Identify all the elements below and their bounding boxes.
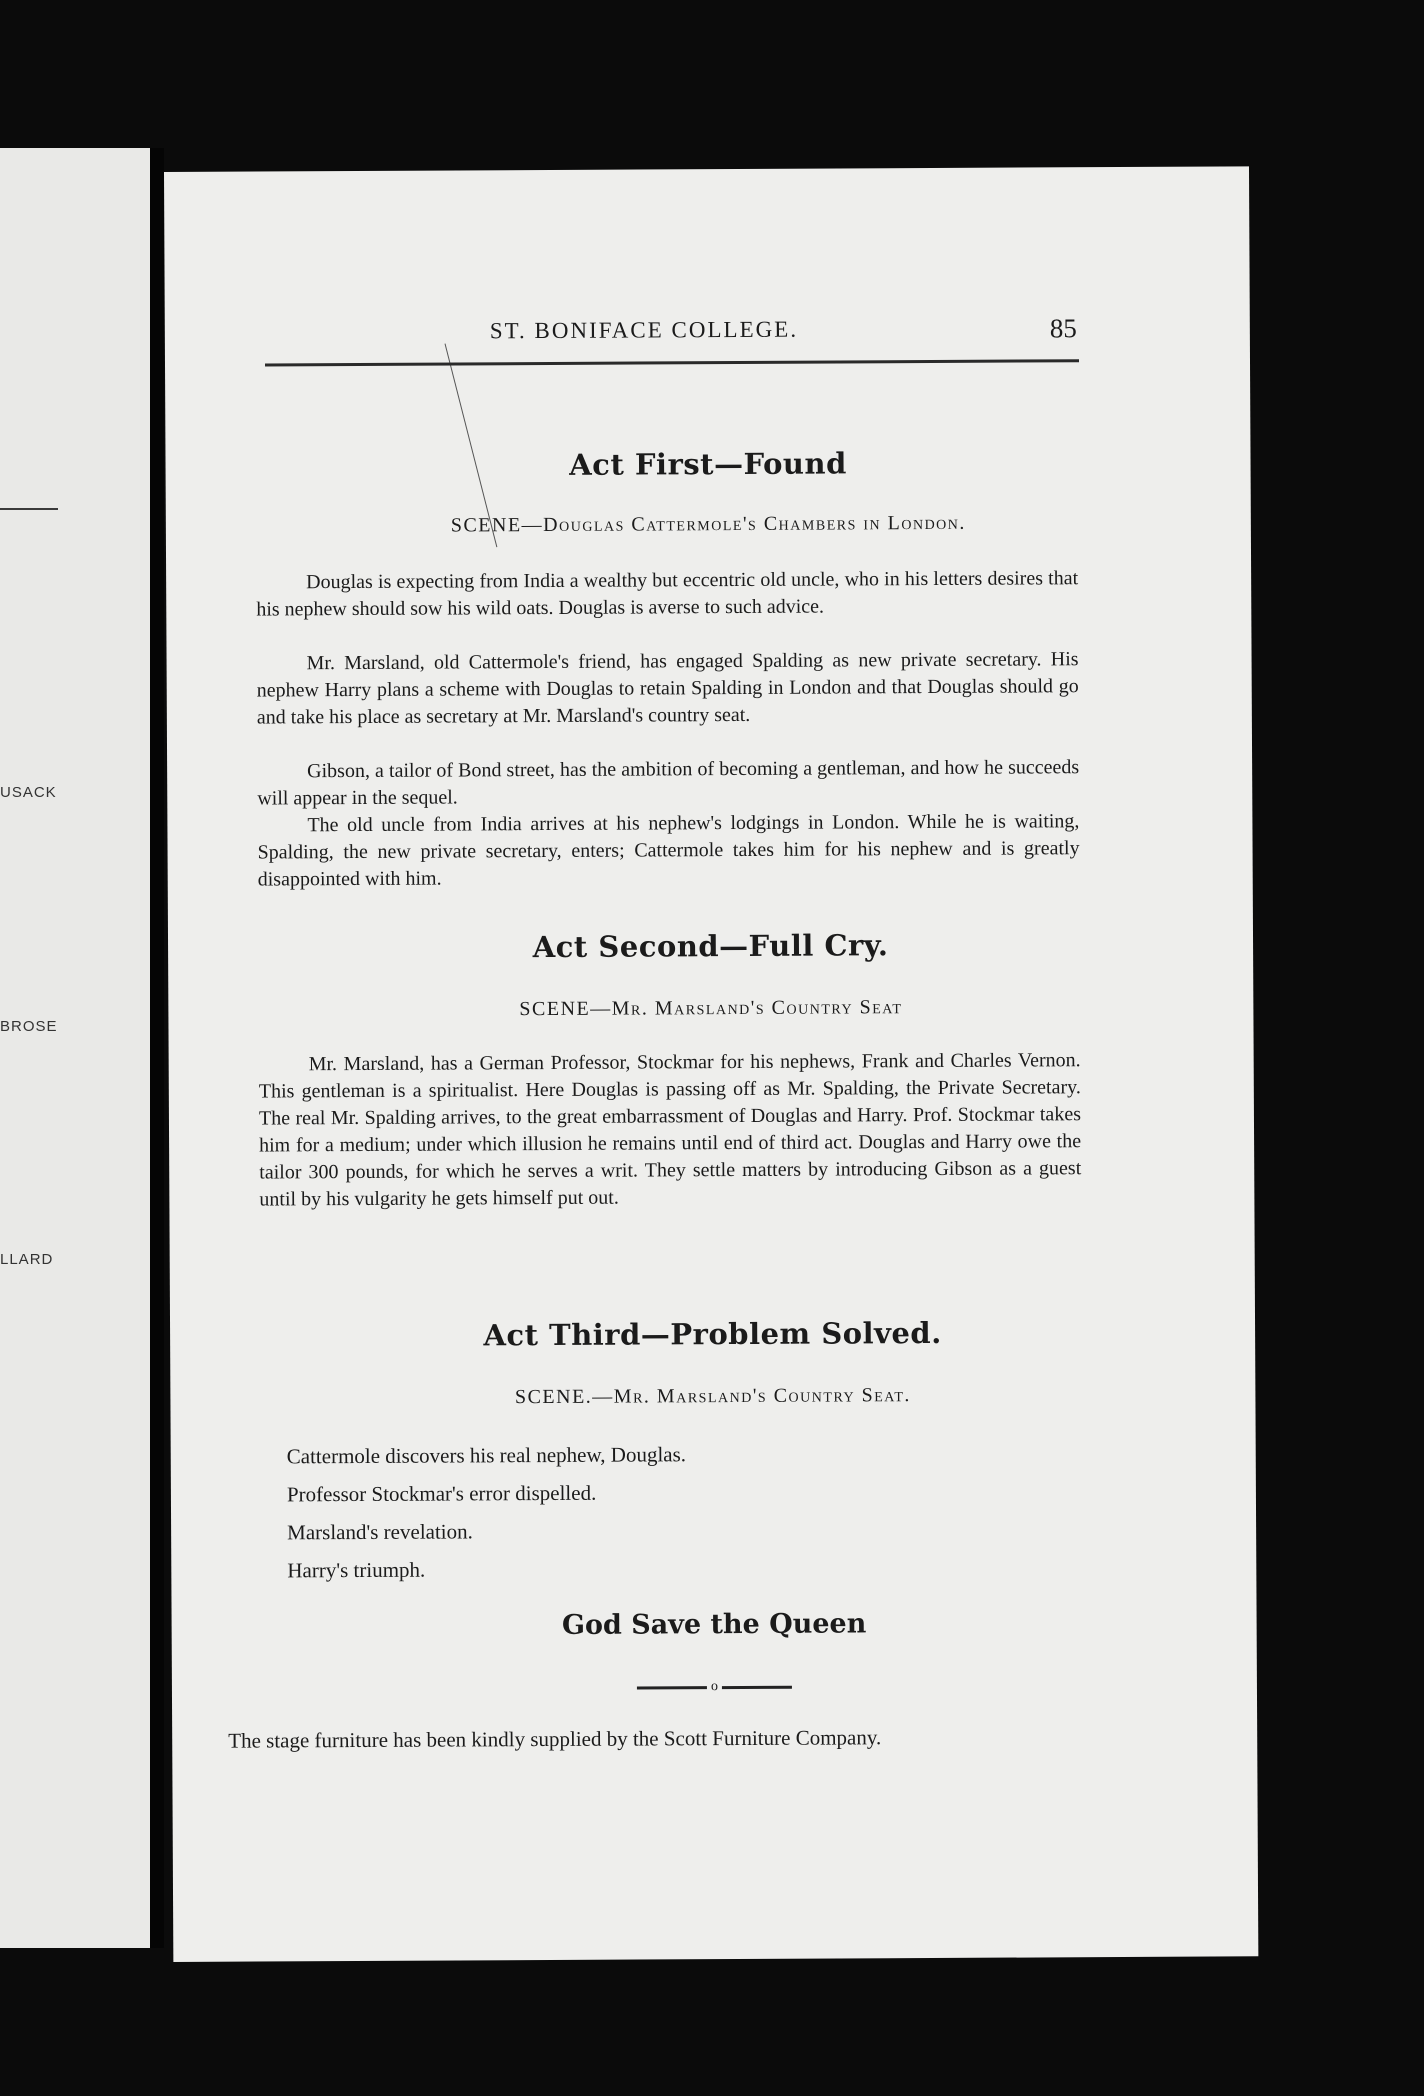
act-second-paragraph: Mr. Marsland, has a German Professor, Stockmar for his nephews, Frank and Charles Vernon. This gentleman is a spiritualist. Here Douglas is passing off as Mr. Spalding, the Private Secretary. The real Mr. Spalding arrives, to the great embarrassment of Douglas and Harry. Prof. Stockmar takes him for a medium; under which illusion he remains until end of third act. Douglas and Harry owe the tailor 300 pounds, for which he serves a writ. They settle matters by introducing Gibson as a guest until by his vulgarity he gets himself put out. [258, 1049, 1082, 1211]
book-gutter [150, 148, 164, 1948]
left-page-word: USACK [0, 784, 57, 801]
left-page-word: LLARD [0, 1251, 54, 1268]
act-first-paragraph: The old uncle from India arrives at his nephew's lodgings in London. While he is waiting, Spalding, the new private secretary, enters; Cattermole takes him for his nephew and is greatly disappointed with him. [257, 810, 1080, 891]
act-first-paragraph: Douglas is expecting from India a wealthy but eccentric old uncle, who in his letters desires that his nephew should sow his wild oats. Douglas is averse to such advice. [256, 567, 1079, 621]
page-number: 85 [1049, 313, 1077, 344]
scene-place: Douglas Cattermole's Chambers in London. [543, 511, 966, 537]
divider-mark: o [710, 1679, 718, 1695]
act-first-paragraph: Mr. Marsland, old Cattermole's friend, has engaged Spalding as new private secretary. His nephew Harry plans a scheme with Douglas to retain Spalding in London and that Douglas should go and take his place as secretary at Mr. Marsland's country seat. [256, 648, 1079, 729]
running-header-title: ST. BONIFACE COLLEGE. [489, 316, 799, 344]
act-third-scene [170, 1382, 1255, 1411]
act-third-item: Cattermole discovers his real nephew, Douglas. [286, 1442, 687, 1469]
running-header [265, 315, 1077, 359]
act-third-heading: Act Third—Problem Solved. [483, 1315, 942, 1353]
scene-place: Mr. Marsland's Country Seat. [613, 1384, 911, 1408]
act-first-scene [166, 510, 1251, 539]
scene-prefix: SCENE.— [514, 1385, 614, 1409]
act-second-scene [168, 994, 1253, 1023]
scene-place: Mr. Marsland's Country Seat [611, 996, 903, 1020]
furniture-note: The stage furniture has been kindly supplied by the Scott Furniture Company. [228, 1725, 882, 1753]
left-page-fragment [0, 148, 150, 1948]
scene-prefix: SCENE— [450, 514, 544, 537]
act-third-item: Marsland's revelation. [287, 1519, 473, 1545]
act-first-paragraph: Gibson, a tailor of Bond street, has the ambition of becoming a gentleman, and how he succeeds will appear in the sequel. [257, 756, 1080, 810]
header-rule [265, 359, 1079, 366]
section-divider [172, 1676, 1257, 1698]
divider-line [637, 1686, 707, 1689]
act-third-item: Harry's triumph. [287, 1557, 426, 1583]
left-page-rule [0, 508, 58, 510]
left-page-word: BROSE [0, 1018, 58, 1035]
divider-line [722, 1685, 792, 1688]
act-third-item: Professor Stockmar's error dispelled. [286, 1480, 597, 1507]
act-first-heading: Act First—Found [569, 446, 847, 482]
closing-title: God Save the Queen [561, 1608, 867, 1641]
document-page [164, 166, 1258, 1962]
scene-prefix: SCENE— [519, 997, 612, 1021]
act-second-heading: Act Second—Full Cry. [532, 928, 889, 965]
